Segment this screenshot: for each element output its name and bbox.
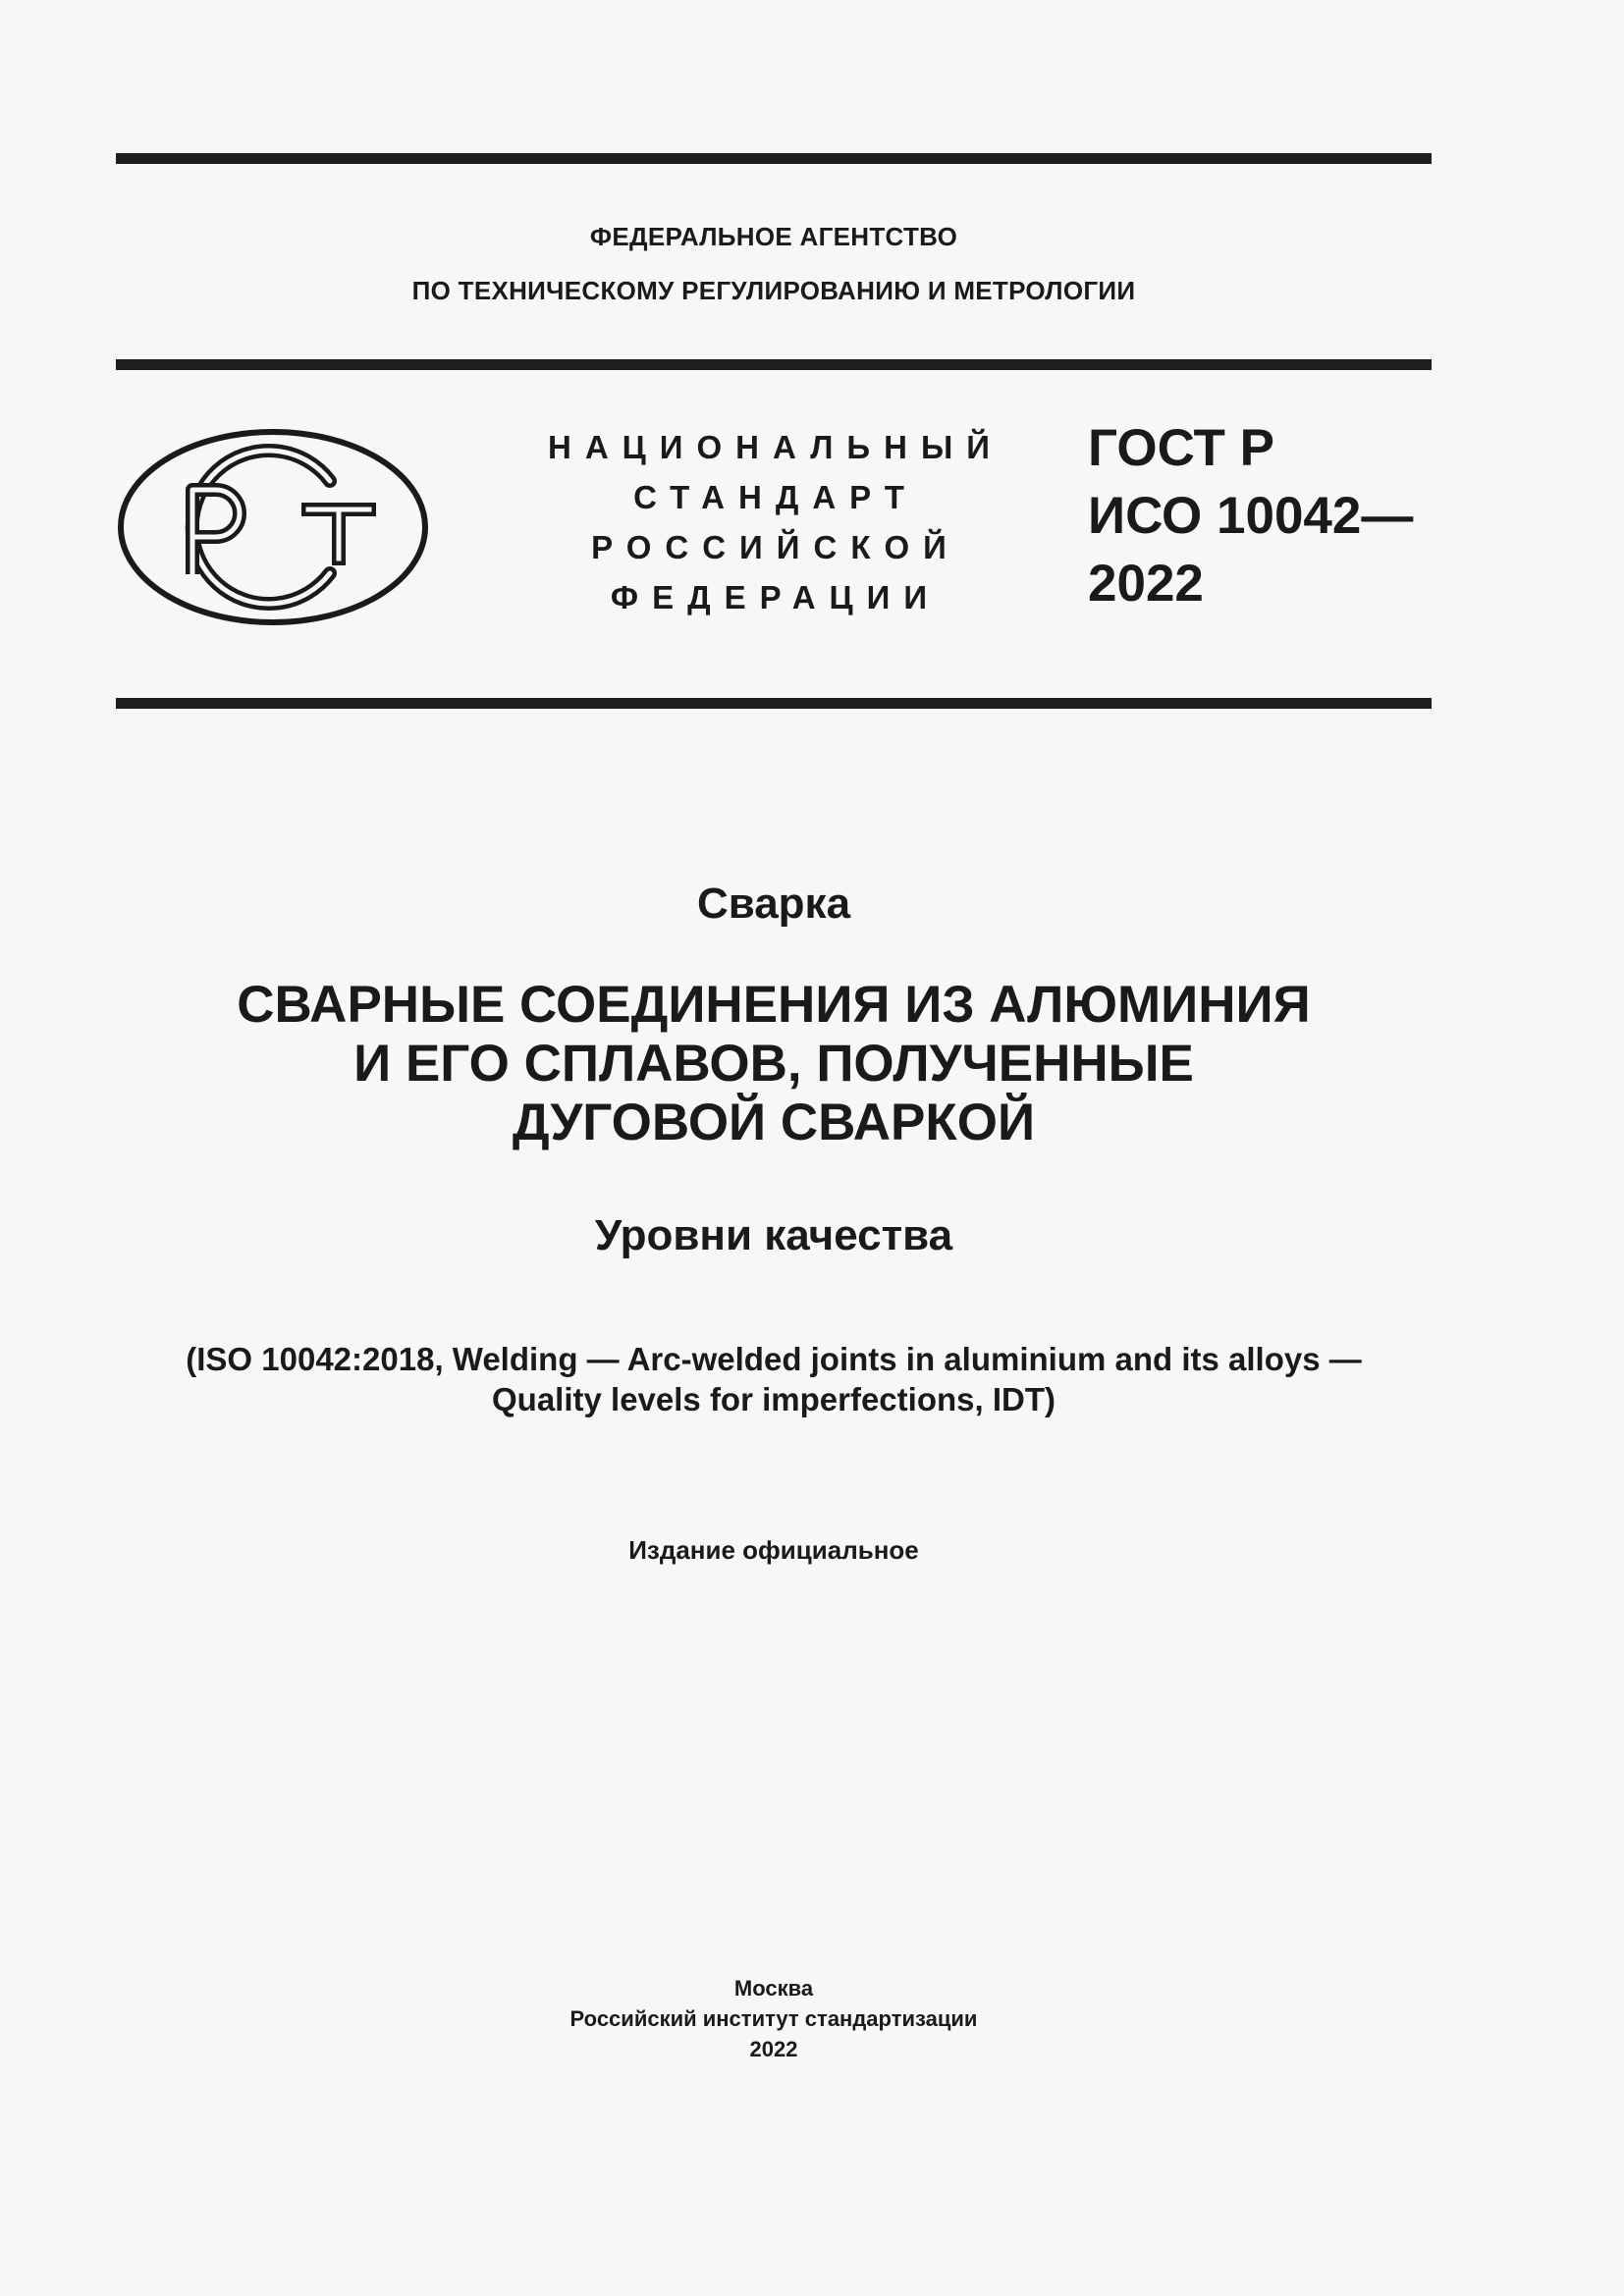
standard-type-line-1: НАЦИОНАЛЬНЫЙ: [548, 429, 1003, 465]
subject-heading: Сварка: [696, 880, 851, 928]
edition-label: Издание официальное: [628, 1535, 919, 1565]
iso-reference: [116, 1339, 1432, 1419]
standard-type-line-4: ФЕДЕРАЦИИ: [610, 579, 942, 615]
imprint: [116, 1973, 1432, 2064]
title-line-2: И ЕГО СПЛАВОВ, ПОЛУЧЕННЫЕ: [353, 1035, 1194, 1093]
top-rule: [116, 153, 1432, 164]
document-subtitle: Уровни качества: [594, 1211, 953, 1259]
designation-line-2: ИСО 10042—: [1088, 487, 1414, 545]
imprint-publisher: Российский институт стандартизации: [569, 2006, 978, 2031]
title-line-1: СВАРНЫЕ СОЕДИНЕНИЯ ИЗ АЛЮМИНИЯ: [237, 976, 1311, 1034]
iso-reference-line-2: Quality levels for imperfections, IDT): [492, 1381, 1056, 1417]
rst-gost-mark-icon: [116, 427, 430, 627]
imprint-year: 2022: [749, 2037, 798, 2061]
standard-type-line-3: РОССИЙСКОЙ: [591, 529, 960, 565]
document-title: [116, 976, 1432, 1152]
standard-type: [511, 422, 1041, 622]
designation-line-3: 2022: [1088, 555, 1204, 613]
section-rule: [116, 698, 1432, 709]
standard-type-line-2: СТАНДАРТ: [633, 479, 918, 515]
agency-line-2: ПО ТЕХНИЧЕСКОМУ РЕГУЛИРОВАНИЮ И МЕТРОЛОГИИ: [411, 276, 1136, 305]
standard-designation: [1088, 414, 1441, 617]
agency-line-1: ФЕДЕРАЛЬНОЕ АГЕНТСТВО: [589, 222, 958, 251]
imprint-city: Москва: [733, 1976, 814, 2001]
header-rule: [116, 359, 1432, 370]
designation-line-1: ГОСТ Р: [1088, 419, 1274, 477]
title-line-3: ДУГОВОЙ СВАРКОЙ: [512, 1094, 1036, 1151]
iso-reference-line-1: (ISO 10042:2018, Welding — Arc-welded joints in aluminium and its alloys —: [186, 1341, 1362, 1377]
